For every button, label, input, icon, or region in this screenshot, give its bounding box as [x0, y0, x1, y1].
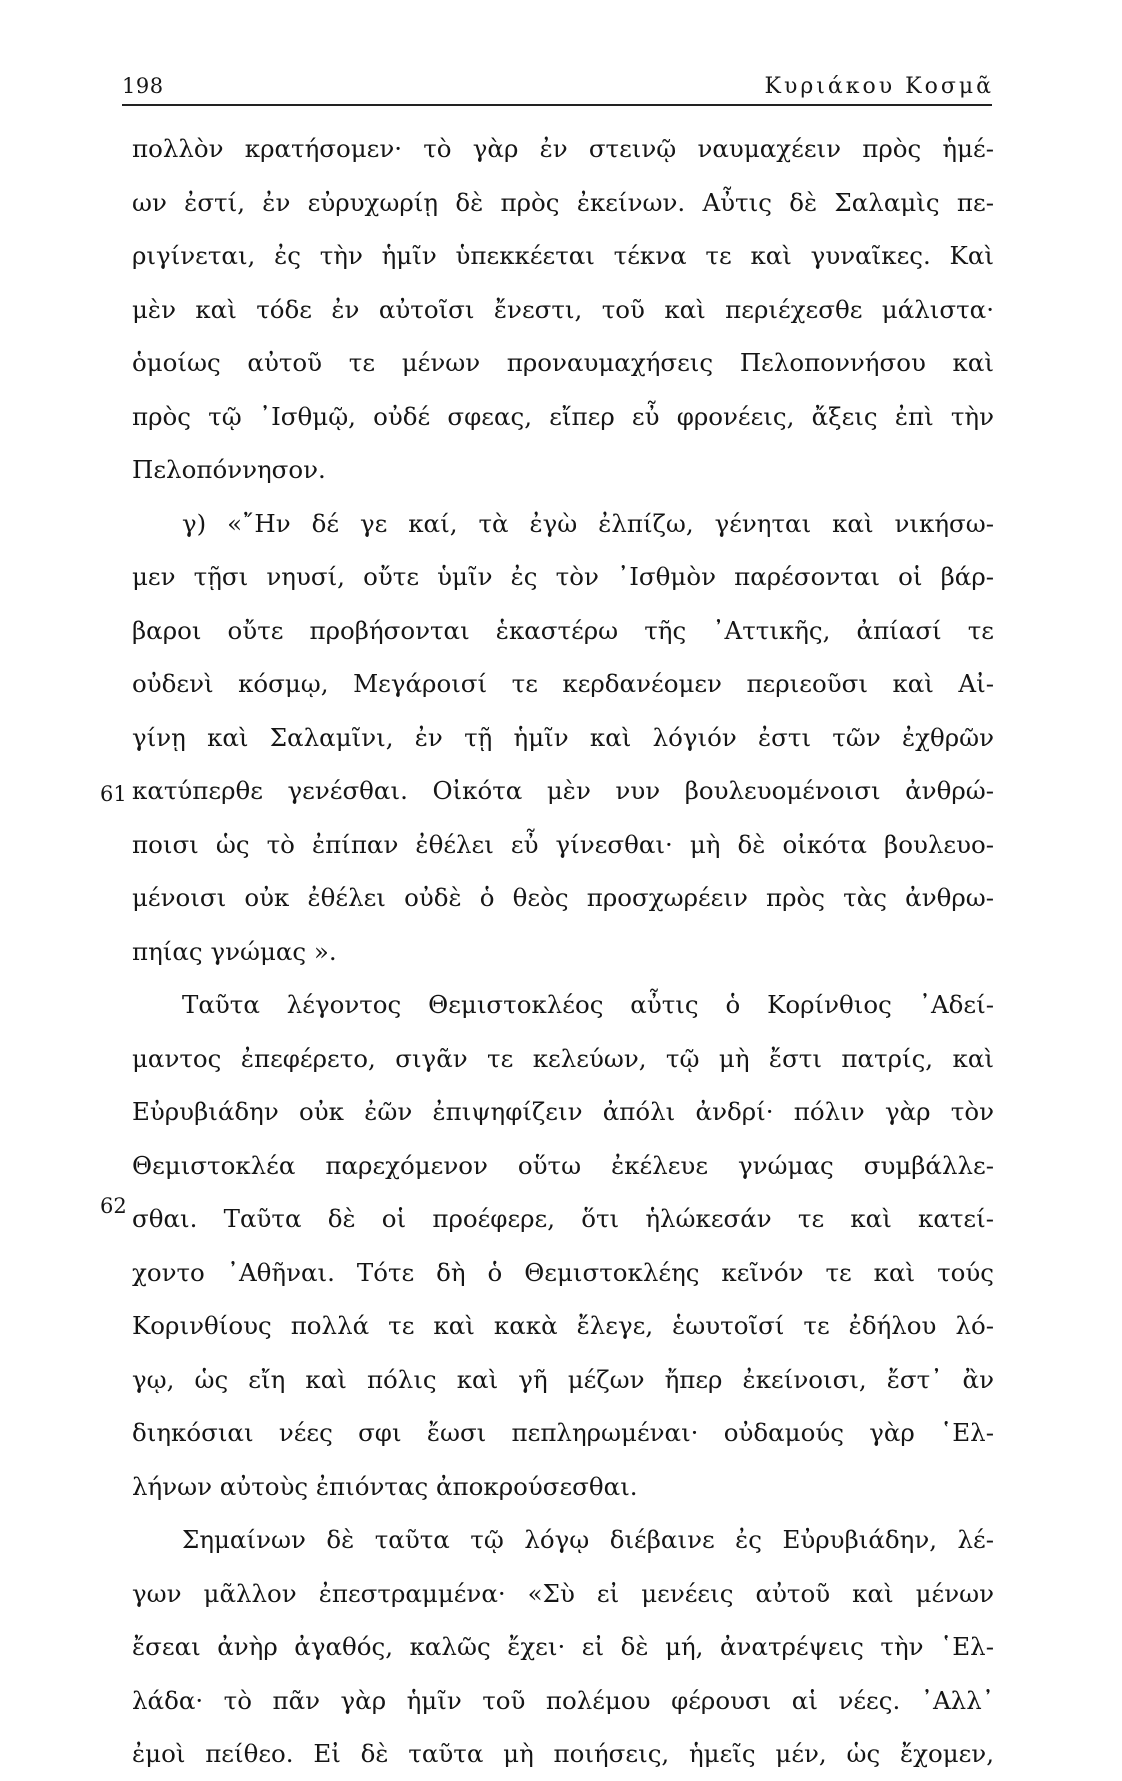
text-line: ἔσεαι ἀνὴρ ἀγαθός, καλῶς ἔχει· εἰ δὲ μή, ἀνατρέψεις τὴν ῾Ελ-	[132, 1632, 994, 1661]
text-line: Εὐρυβιάδην οὐκ ἐῶν ἐπιψηφίζειν ἀπόλι ἀνδρί· πόλιν γὰρ τὸν	[132, 1097, 994, 1126]
text-line: Ταῦτα λέγοντος Θεμιστοκλέος αὖτις ὁ Κορίνθιος ᾿Αδεί-	[182, 990, 994, 1019]
text-line: πολλὸν κρατήσομεν· τὸ γὰρ ἐν στεινῷ ναυμαχέειν πρὸς ἡμέ-	[132, 134, 994, 163]
text-line: χοντο ᾿Αθῆναι. Τότε δὴ ὁ Θεμιστοκλέης κεῖνόν τε καὶ τούς	[132, 1257, 994, 1287]
text-line: ριγίνεται, ἐς τὴν ἡμῖν ὑπεκκέεται τέκνα τε καὶ γυναῖκες. Καὶ	[132, 241, 994, 270]
section-number: 62	[100, 1194, 127, 1218]
text-line: γίνῃ καὶ Σαλαμῖνι, ἐν τῇ ἡμῖν καὶ λόγιόν ἐστι τῶν ἐχθρῶν	[132, 722, 994, 752]
text-line: γων μᾶλλον ἐπεστραμμένα· «Σὺ εἰ μενέεις αὐτοῦ καὶ μένων	[132, 1578, 994, 1608]
text-line: πρὸς τῷ ᾿Ισθμῷ, οὐδέ σφεας, εἴπερ εὖ φρονέεις, ἄξεις ἐπὶ τὴν	[132, 401, 994, 431]
text-line: μὲν καὶ τόδε ἐν αὐτοῖσι ἔνεστι, τοῦ καὶ περιέχεσθε μάλιστα·	[132, 294, 994, 324]
text-line: ἐμοὶ πείθεο. Εἰ δὲ ταῦτα μὴ ποιήσεις, ἡμεῖς μέν, ὡς ἔχομεν,	[132, 1739, 994, 1768]
text-line: λάδα· τὸ πᾶν γὰρ ἡμῖν τοῦ πολέμου φέρουσι αἱ νέες. ᾿Αλλ᾿	[132, 1685, 994, 1715]
header-rule	[122, 104, 992, 106]
text-line: ποισι ὡς τὸ ἐπίπαν ἐθέλει εὖ γίνεσθαι· μὴ δὲ οἰκότα βουλευο-	[132, 829, 994, 859]
body-text	[132, 122, 994, 1781]
text-line: μεν τῇσι νηυσί, οὔτε ὑμῖν ἐς τὸν ᾿Ισθμὸν παρέσονται οἱ βάρ-	[132, 562, 994, 591]
text-line: ὁμοίως αὐτοῦ τε μένων προναυμαχήσεις Πελοποννήσου καὶ	[132, 348, 994, 377]
text-line: λήνων αὐτοὺς ἐπιόντας ἀποκρούσεσθαι.	[132, 1471, 638, 1501]
text-line: διηκόσιαι νέες σφι ἔωσι πεπληρωμέναι· οὐδαμούς γὰρ ῾Ελ-	[132, 1418, 994, 1447]
page-header	[122, 74, 994, 104]
text-line: γ) «῎Ην δέ γε καί, τὰ ἐγὼ ἐλπίζω, γένηται καὶ νικήσω-	[182, 508, 994, 538]
running-title: Κυριάκου Κοσμᾶ	[764, 74, 994, 99]
text-line: οὐδενὶ κόσμῳ, Μεγάροισί τε κερδανέομεν περιεοῦσι καὶ Αἰ-	[132, 669, 994, 698]
text-line: Σημαίνων δὲ ταῦτα τῷ λόγῳ διέβαινε ἐς Εὐρυβιάδην, λέ-	[182, 1525, 994, 1554]
page-number: 198	[122, 74, 164, 98]
text-line: Θεμιστοκλέα παρεχόμενον οὕτω ἐκέλευε γνώμας συμβάλλε-	[132, 1150, 994, 1180]
text-line: μαντος ἐπεφέρετο, σιγᾶν τε κελεύων, τῷ μὴ ἔστι πατρίς, καὶ	[132, 1043, 994, 1073]
text-line: Πελοπόννησον.	[132, 455, 326, 484]
text-line: Κορινθίους πολλά τε καὶ κακὰ ἔλεγε, ἑωυτοῖσί τε ἐδήλου λό-	[132, 1311, 994, 1340]
text-line: βαροι οὔτε προβήσονται ἑκαστέρω τῆς ᾿Αττικῆς, ἀπίασί τε	[132, 615, 994, 645]
text-line: κατύπερθε γενέσθαι. Οἰκότα μὲν νυν βουλευομένοισι ἀνθρώ-	[132, 776, 994, 805]
text-line: πηίας γνώμας ».	[132, 936, 337, 966]
text-line: σθαι. Ταῦτα δὲ οἱ προέφερε, ὅτι ἡλώκεσάν τε καὶ κατεί-	[132, 1204, 994, 1233]
text-line: μένοισι οὐκ ἐθέλει οὐδὲ ὁ θεὸς προσχωρέειν πρὸς τὰς ἀνθρω-	[132, 883, 994, 912]
text-line: ων ἐστί, ἐν εὐρυχωρίῃ δὲ πρὸς ἐκείνων. Αὖτις δὲ Σαλαμὶς πε-	[132, 187, 994, 217]
text-line: γῳ, ὡς εἴη καὶ πόλις καὶ γῆ μέζων ἤπερ ἐκείνοισι, ἔστ᾿ ἂν	[132, 1364, 994, 1394]
section-number: 61	[100, 782, 127, 806]
